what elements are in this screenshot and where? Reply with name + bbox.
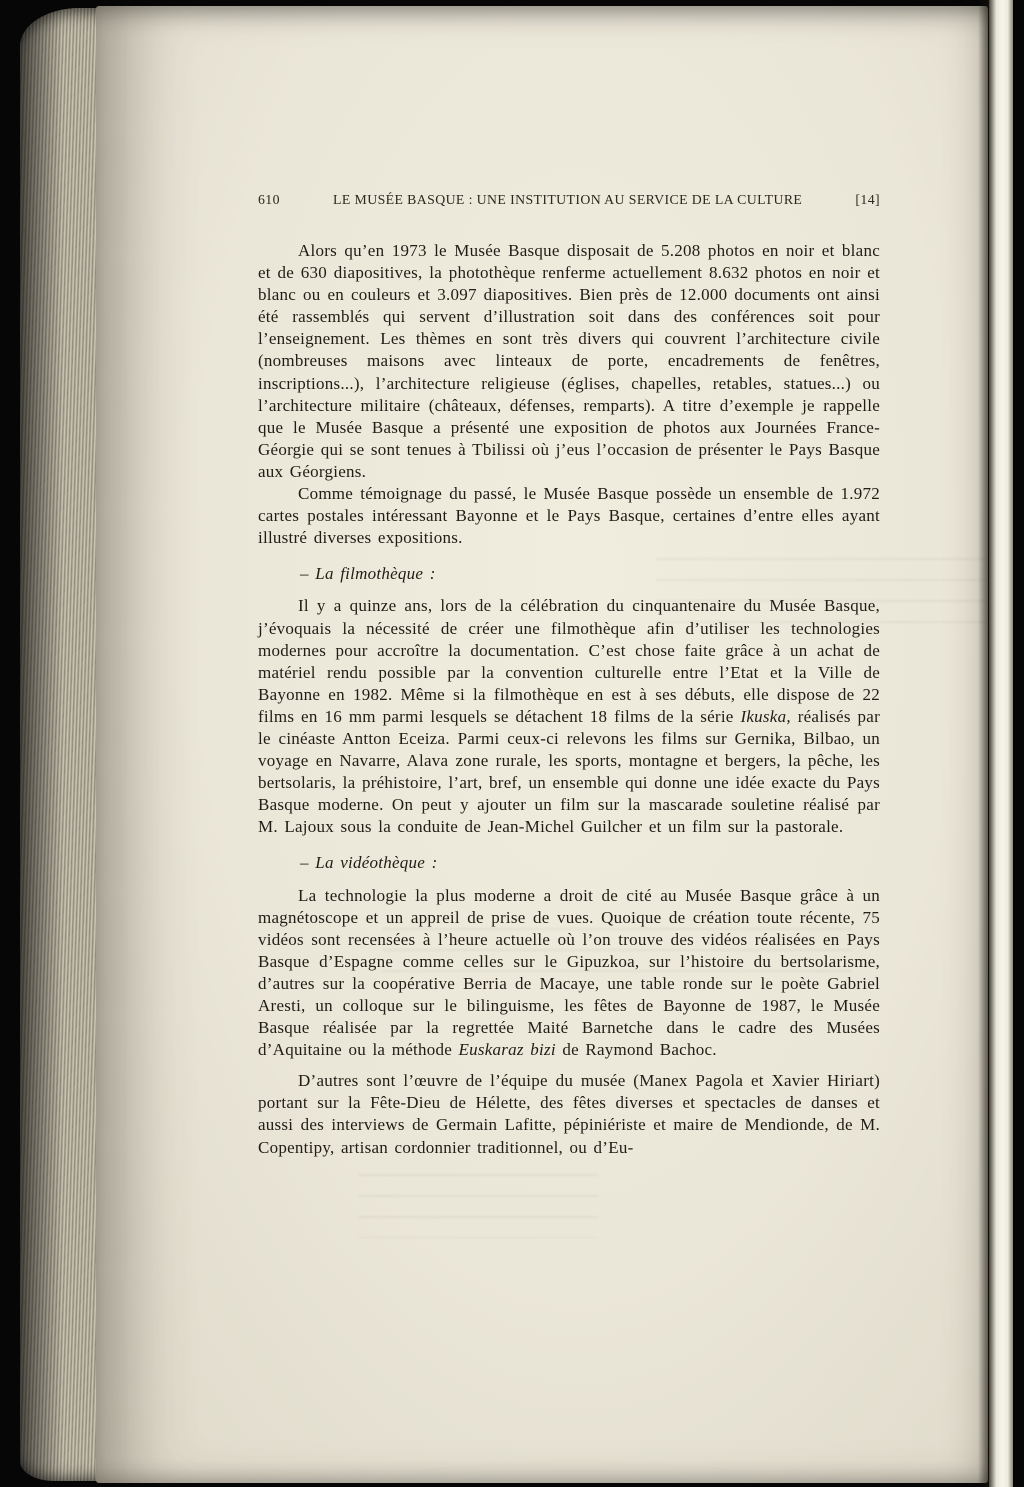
running-title: LE MUSÉE BASQUE : UNE INSTITUTION AU SERVICE DE LA CULTURE [333, 192, 803, 207]
heading-text: – La vidéothèque : [300, 853, 438, 873]
paragraph-text: Il y a quinze ans, lors de la célébration du cinquantenaire du Musée Basque, j’évoquais la nécessité de créer une filmothèque afin d’utiliser les technologies modernes pour accroître la documentation. C’est chose faite grâce à un achat de matériel rendu possible par la convention culturelle entre l’Etat et la Ville de Bayonne en 1982. Même si la filmothèque en est à ses débuts, elle dispose de 22 films en 16 mm parmi lesquels se détachent 18 films de la série [258, 596, 880, 726]
page-content [258, 192, 880, 1159]
section-heading-filmotheque [258, 563, 880, 585]
paragraph-videotheque [258, 885, 880, 1062]
page-body [258, 240, 880, 1159]
paragraph-cartes-postales [258, 483, 880, 549]
print-bleedthrough [358, 1174, 598, 1238]
paragraph-text: Comme témoignage du passé, le Musée Basque possède un ensemble de 1.972 cartes postales intéressant Bayonne et le Pays Basque, certaines d’entre elles ayant illustré diverses expositions. [258, 484, 880, 548]
paragraph-phototheque [258, 240, 880, 483]
page-number: 610 [258, 192, 280, 207]
paragraph-text: D’autres sont l’œuvre de l’équipe du musée (Manex Pagola et Xavier Hiriart) portant sur la Fête-Dieu de Hélette, des fêtes diverses et spectacles de danses et aussi des interviews de Germain Lafitte, pépiniériste et maire de Mendionde, de M. Copentipy, artisan cordonnier traditionnel, ou d’Eu- [258, 1071, 880, 1157]
italic-series-title: Ikuska, [740, 706, 791, 726]
heading-text: – La filmothèque : [300, 564, 436, 584]
paragraph-text: Alors qu’en 1973 le Musée Basque disposait de 5.208 photos en noir et blanc et de 630 diapositives, la photothèque renferme actuellement 8.632 photos en noir et blanc ou en couleurs et 3.097 diapositives. Bien près de 12.000 documents ont ainsi été rassemblés qui servent d’illustration soit dans des conférences soit pour l’enseignement. Les thèmes en sont très divers qui couvrent l’architecture civile (nombreuses maisons avec linteaux de porte, encadrements de fenêtres, inscriptions...), l’architecture religieuse (églises, chapelles, retables, statues...) ou l’architecture militaire (châteaux, défenses, remparts). A titre d’exemple je rappelle que le Musée Basque a présenté une exposition de photos aux Journées France-Géorgie qui se sont tenues à Tbilissi où j’eus l’occasion de présenter le Pays Basque aux Géorgiens. [258, 241, 880, 481]
book-page [96, 6, 988, 1483]
section-heading-videotheque [258, 852, 880, 874]
running-header [258, 192, 880, 208]
facing-page-edge [989, 0, 1013, 1487]
paragraph-text: de Raymond Bachoc. [555, 1040, 717, 1060]
paragraph-filmotheque [258, 595, 880, 838]
paragraph-autres-videos [258, 1070, 880, 1158]
paragraph-text: La technologie la plus moderne a droit de cité au Musée Basque grâce à un magnétoscope et un appreil de prise de vues. Quoique de création toute récente, 75 vidéos sont recensées à l’heure actuelle où l’on trouve des vidéos réalisées en Pays Basque d’Espagne comme celles sur le Gipuzkoa, sur l’histoire du bertsolarisme, d’autres sur la coopérative Berria de Macaye, une table ronde sur le poète Gabriel Aresti, un colloque sur le bilinguisme, les fêtes de Bayonne de 1987, le Musée Basque réalisée par la regrettée Maité Barnetche dans le cadre des Musées d’Aquitaine ou la méthode [258, 885, 880, 1060]
paragraph-text: réalisés par le cinéaste Antton Eceiza. Parmi ceux-ci relevons les films sur Gernika, Bilbao, un voyage en Navarre, Alava zone rurale, les sports, montagne et bergers, la pêche, les bertsolaris, la préhistoire, l’art, bref, un ensemble qui donne une idée exacte du Pays Basque moderne. On peut y ajouter un film sur la mascarade souletine réalisé par M. Lajoux sous la conduite de Jean-Michel Guilcher et un film sur la pastorale. [258, 706, 881, 837]
folio-number: [14] [855, 192, 880, 207]
italic-method-title: Euskaraz bizi [458, 1040, 556, 1060]
